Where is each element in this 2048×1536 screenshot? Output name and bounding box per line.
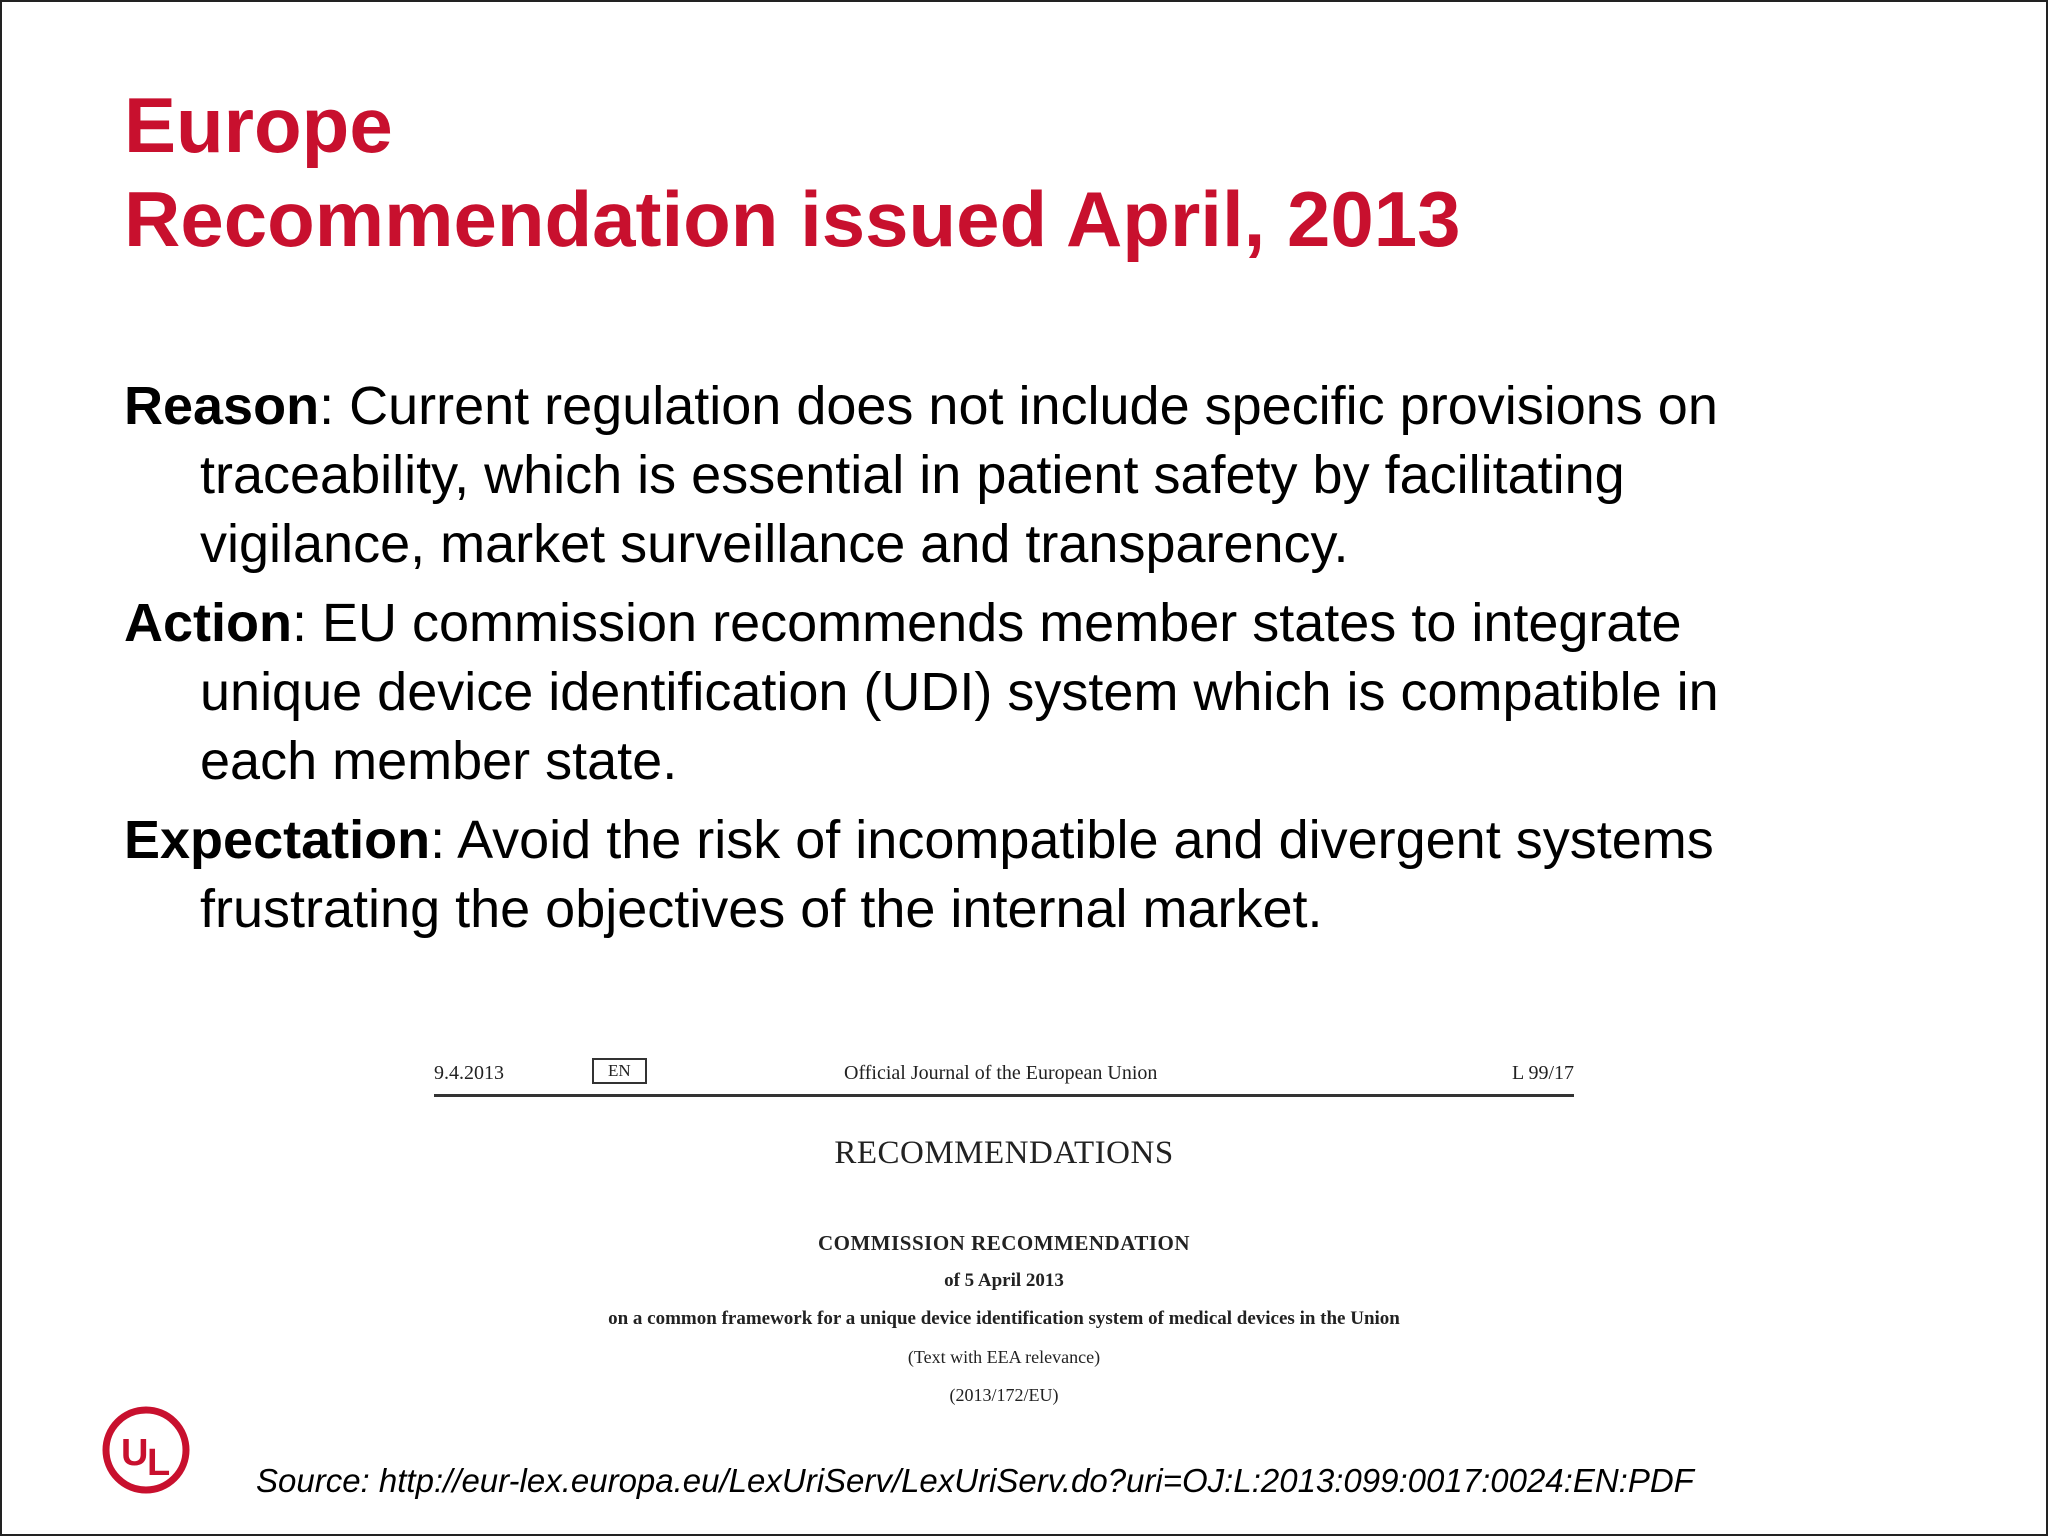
bullet-term: Expectation — [124, 810, 431, 870]
bullet-text: : EU commission recommends member states to integrate — [292, 593, 1682, 653]
bullet-text: : Avoid the risk of incompatible and divergent systems — [430, 810, 1714, 870]
logo-letter-l: L — [147, 1442, 171, 1484]
bullet-text: unique device identification (UDI) system which is compatible in — [200, 662, 1719, 722]
logo-letter-u: U — [121, 1432, 149, 1474]
journal-title: Official Journal of the European Union — [844, 1062, 1158, 1084]
title-line-2: Recommendation issued April, 2013 — [124, 175, 1461, 263]
bullet-expectation — [124, 806, 2004, 944]
bullet-reason — [124, 372, 2004, 579]
bullet-text: frustrating the objectives of the internal market. — [200, 879, 1323, 939]
bullet-action — [124, 589, 2004, 796]
title-line-1: Europe — [124, 81, 393, 169]
slide-title — [124, 78, 1461, 266]
journal-excerpt — [434, 1050, 1574, 1414]
bullet-text: : Current regulation does not include specific provisions on — [319, 376, 1718, 436]
recommendation-relevance: (Text with EEA relevance) — [907, 1347, 1101, 1367]
bullet-text: vigilance, market surveillance and transparency. — [200, 514, 1349, 574]
journal-reference: L 99/17 — [1511, 1062, 1574, 1084]
bullet-term: Reason — [124, 376, 320, 436]
bullet-list — [124, 372, 2004, 954]
recommendation-date: of 5 April 2013 — [944, 1270, 1064, 1291]
bullet-term: Action — [124, 593, 292, 653]
bullet-text: each member state. — [200, 731, 678, 791]
journal-date: 9.4.2013 — [434, 1062, 504, 1084]
recommendation-heading: COMMISSION RECOMMENDATION — [817, 1231, 1191, 1255]
recommendation-subject: on a common framework for a unique device identification system of medical devices in the Union — [608, 1308, 1400, 1329]
ul-logo-icon — [101, 1405, 191, 1495]
bullet-text: traceability, which is essential in patient safety by facilitating — [200, 445, 1625, 505]
recommendation-number: (2013/172/EU) — [949, 1385, 1059, 1405]
recommendation-heading-block — [434, 1224, 1574, 1414]
source-citation: Source: http://eur-lex.europa.eu/LexUriServ/LexUriServ.do?uri=OJ:L:2013:099:0017:0024:EN:PDF — [256, 1462, 1694, 1499]
language-badge: EN — [592, 1058, 647, 1084]
section-heading: RECOMMENDATIONS — [834, 1135, 1174, 1171]
journal-header — [434, 1050, 1574, 1097]
